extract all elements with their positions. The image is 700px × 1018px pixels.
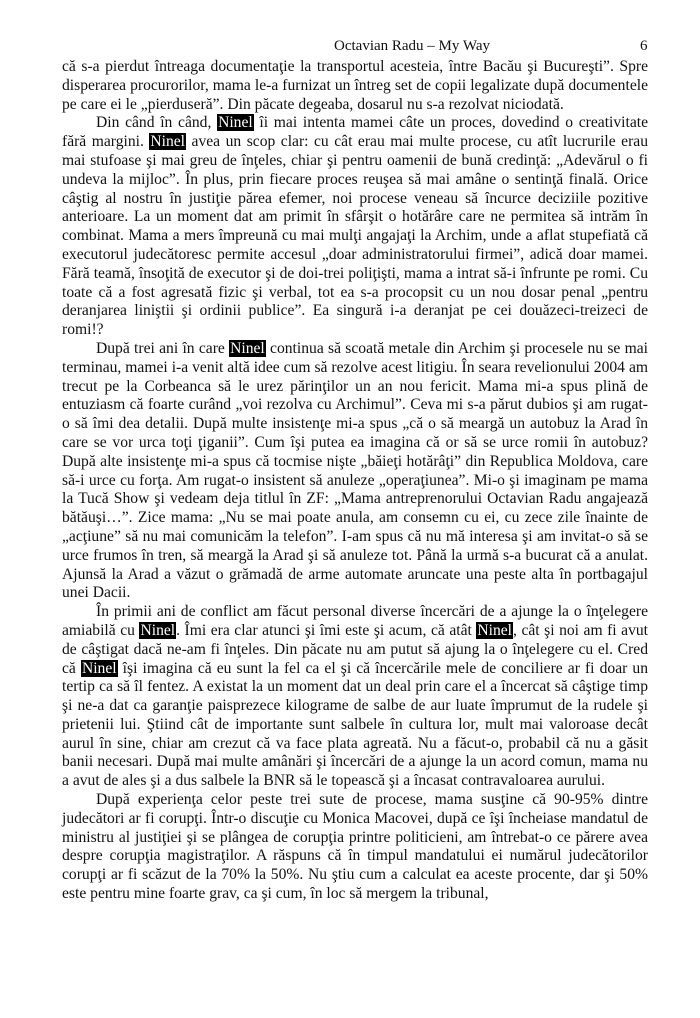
- paragraph: [62, 603, 648, 791]
- paragraph-text: îi mai intenta mamei câte un proces, dovedind o creativitate fără margini.: [62, 114, 648, 151]
- paragraph: [62, 791, 648, 904]
- paragraph-text: îşi imagina că eu sunt la fel ca el şi că încercările mele de conciliere ar fi doar un tertip ca să îl fentez. A existat la un moment dat un deal prin care el a încercat să câştige timp şi ne-a dat ca garanţie paisprezece kilograme de salbe de aur luate împrumut de la rudele şi prietenii lui. Ştiind cât de importante sunt salbele în cultura lor, mult mai valoroase decât aurul în sine, chiar am crezut că va face plata agreată. Nu a făcut-o, probabil că nu a găsit banii necesari. După mai multe amânări şi încercări de a ajunge la un acord comun, mama nu a avut de ales şi a dus salbele la BNR să le topească şi a încasat contravaloarea aurului.: [62, 659, 648, 790]
- paragraph-text: , cât şi noi am fi avut de câştigat dacă ne-am fi înţeles. Din păcate nu am putut să ajung la o înţelegere cu el. Cred că: [62, 621, 648, 677]
- highlighted-name: Ninel: [218, 114, 253, 132]
- paragraph-text: . Îmi era clar atunci şi îmi este şi acum, că atât: [176, 621, 477, 639]
- running-title: Octavian Radu – My Way: [334, 38, 490, 54]
- highlighted-name: Ninel: [140, 621, 176, 639]
- highlighted-name: Ninel: [81, 659, 117, 677]
- paragraph-text: După experienţa celor peste trei sute de procese, mama susţine că 90-95% dintre judecători ar fi corupţi. Într-o discuţie cu Monica Macovei, după ce îşi încheiase mandatul de ministru al justiţiei şi se plângea de corupţia printre politicieni, am întrebat-o ce părere avea despre corupţia magistraţilor. A răspuns că în timpul mandatului ei numărul judecătorilor corupţi ar fi scăzut de la 70% la 50%. Nu ştiu cum a calculat ea aceste procente, dar şi 50% este pentru mine foarte grav, ca şi cum, în loc să mergem la tribunal,: [62, 791, 648, 903]
- highlighted-name: Ninel: [150, 133, 186, 151]
- document-body: [62, 58, 648, 904]
- paragraph-text: În primii ani de conflict am făcut personal diverse încercări de a ajunge la o înţelegere amiabilă cu: [62, 603, 648, 639]
- highlighted-name: Ninel: [477, 621, 513, 639]
- page-header: [0, 38, 700, 58]
- paragraph-text: avea un scop clar: cu cât erau mai multe procese, cu atît lucrurile erau mai stufoase şi mai greu de înţeles, chiar şi pentru oamenii de bună credinţă: „Adevărul o fi undeva la mijloc”. În plus, prin fiecare proces reuşea să mai amâne o sentinţă finală. Orice câştig al nostru în justiţie părea efemer, noi procese veneau să încurce deciziile pozitive anterioare. La un moment dat am primit în sfârşit o hotărâre care ne permitea să intrăm în combinat. Mama a mers împreună cu mai mulţi angajaţi la Archim, unde a aflat stupefiată că executorul judecătoresc permite accesul „doar administratorului firmei”, adică doar mamei. Fără teamă, însoţită de executor şi de doi-trei poliţişti, mama a intrat să-i înfrunte pe romi. Cu toate că a fost agresată fizic şi verbal, tot ea s-a procopsit cu un nou dosar penal „pentru deranjarea liniştii şi ordinii publice”. Ea singură i-a deranjat pe cei douăzeci-treizeci de romi!?: [62, 133, 648, 339]
- paragraph-text: continua să scoată metale din Archim şi procesele nu se mai terminau, mamei i-a venit altă idee cum să rezolve acest litigiu. În seara revelionului 2004 am trecut pe la Corbeanca să le urez părinţilor un an nou fericit. Mama mi-a spus plină de entuziasm că foarte curând „voi rezolva cu Archimul”. Ceva mi s-a părut dubios şi am rugat-o să îmi dea detalii. După multe insistenţe mi-a spus „că o să meargă un autobuz la Arad în care se vor urca toţi ţiganii”. Cum îşi putea ea imagina că or să se urce romii în autobuz? După alte insistenţe mi-a spus că tocmise nişte „băieţi hotărâţi” din Republica Moldova, care să-i urce cu forţa. Am rugat-o insistent să anuleze „operaţiunea”. Mi-o şi imaginam pe mama la Tucă Show şi vedeam deja titlul în ZF: „Mama antreprenorului Octavian Radu angajează bătăuşi…”. Zice mama: „Nu se mai poate anula, am consemn cu ei, cu zece zile înainte de „acţiune” să nu mai comunicăm la telefon”. I-am spus că nu mă interesa şi am invitat-o să se urce frumos în tren, să meargă la Arad şi să anuleze tot. Până la urmă s-a bucurat că a anulat. Ajunsă la Arad a văzut o grămadă de arme automate aruncate una peste alta în portbagajul unei Dacii.: [62, 339, 649, 602]
- highlighted-name: Ninel: [230, 339, 265, 357]
- paragraph-text: După trei ani în care: [96, 339, 230, 357]
- paragraph-text: Din când în când,: [96, 114, 218, 132]
- paragraph: [62, 340, 648, 603]
- paragraph-text: că s-a pierdut întreaga documentaţie la transportul acesteia, între Bacău şi Bucureşti”. Spre disperarea procurorilor, mama le-a furnizat un întreg set de copii legalizate după documentele pe care ei le „pierduseră”. Din păcate degeaba, dosarul nu s-a rezolvat niciodată.: [62, 58, 648, 113]
- page-number: 6: [640, 38, 648, 54]
- paragraph: [62, 58, 648, 114]
- paragraph: [62, 114, 648, 340]
